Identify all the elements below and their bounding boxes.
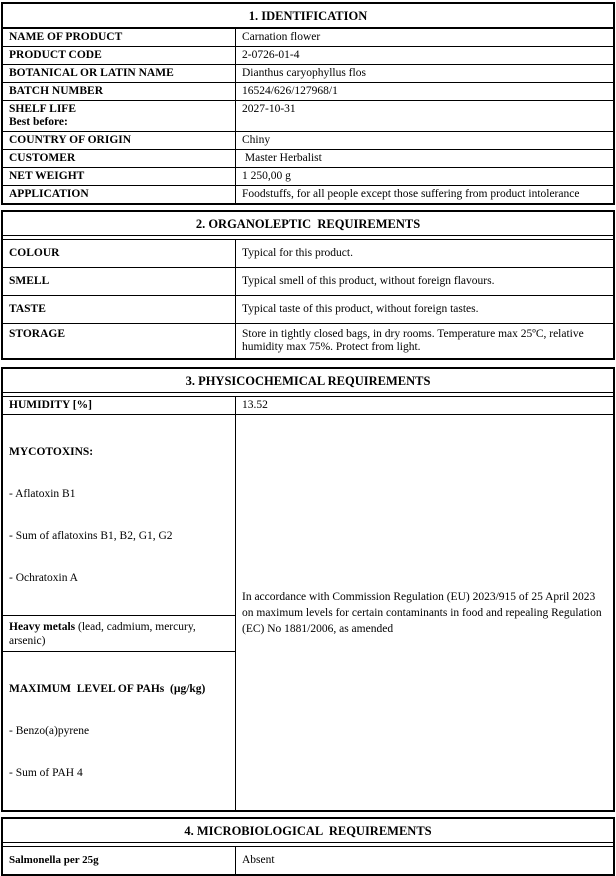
mycotoxin-item: - Sum of aflatoxins B1, B2, G1, G2 xyxy=(9,530,173,542)
mycotoxin-item: - Ochratoxin A xyxy=(9,572,78,584)
label-cell: NAME OF PRODUCT xyxy=(3,29,236,46)
table-row xyxy=(3,83,613,101)
table-row xyxy=(3,29,613,47)
value-cell: 16524/626/127968/1 xyxy=(242,85,338,97)
identification-table xyxy=(3,29,613,203)
label-cell: CUSTOMER xyxy=(3,150,236,167)
value-cell: 2-0726-01-4 xyxy=(242,49,300,61)
label-cell: TASTE xyxy=(3,296,236,323)
label-cell: COLOUR xyxy=(3,240,236,267)
label-cell: SMELL xyxy=(3,268,236,295)
microbiological-table xyxy=(3,846,613,874)
table-row xyxy=(3,168,613,186)
best-before-label: Best before: xyxy=(9,116,68,128)
pahs-cell xyxy=(3,652,235,810)
value-cell: Master Herbalist xyxy=(242,152,322,164)
label-cell: STORAGE xyxy=(3,324,236,358)
table-row xyxy=(3,296,613,324)
value-cell: Typical for this product. xyxy=(242,247,353,259)
section-microbiological xyxy=(1,817,615,876)
heavy-metals-cell xyxy=(3,616,235,652)
label-cell: NET WEIGHT xyxy=(3,168,236,185)
value-cell: Typical taste of this product, without foreign tastes. xyxy=(242,303,479,315)
value-cell: Foodstuffs, for all people except those suffering from product intolerance xyxy=(242,188,580,200)
organoleptic-table xyxy=(3,239,613,358)
shelf-life-label: SHELF LIFE xyxy=(9,103,76,115)
label-cell: BATCH NUMBER xyxy=(3,83,236,100)
value-cell: Absent xyxy=(242,854,275,866)
table-row xyxy=(3,65,613,83)
value-cell: 1 250,00 g xyxy=(242,170,291,182)
label-cell: APPLICATION xyxy=(3,186,236,203)
value-cell: Dianthus caryophyllus flos xyxy=(242,67,366,79)
table-row-shelf-life xyxy=(3,101,613,132)
table-row xyxy=(3,47,613,65)
pahs-item: - Sum of PAH 4 xyxy=(9,767,83,779)
label-cell: COUNTRY OF ORIGIN xyxy=(3,132,236,149)
heavy-metals-label: Heavy metals xyxy=(9,620,76,633)
section-title: 2. ORGANOLEPTIC REQUIREMENTS xyxy=(3,212,613,236)
section-title: 3. PHYSICOCHEMICAL REQUIREMENTS xyxy=(3,369,613,393)
pahs-item: - Benzo(a)pyrene xyxy=(9,725,90,737)
heavy-metals-detail: (lead, cadmium, mercury, arsenic) xyxy=(9,620,199,647)
section-physicochemical xyxy=(1,367,615,812)
contaminants-labels-column xyxy=(3,415,236,810)
section-identification xyxy=(1,2,615,205)
table-row-storage xyxy=(3,324,613,358)
table-row xyxy=(3,268,613,296)
label-cell: Salmonella per 25g xyxy=(3,847,236,874)
label-cell: PRODUCT CODE xyxy=(3,47,236,64)
table-row-humidity xyxy=(3,397,613,415)
section-title: 4. MICROBIOLOGICAL REQUIREMENTS xyxy=(3,819,613,843)
physicochemical-table xyxy=(3,396,613,810)
regulation-note: In accordance with Commission Regulation (EU) 2023/915 of 25 April 2023 on maximum levels for certain contaminants in food and repealing Regulation (EC) No 1881/2006, as amended xyxy=(242,590,605,635)
mycotoxins-heading: MYCOTOXINS: xyxy=(9,446,94,458)
label-cell: HUMIDITY [%] xyxy=(3,397,236,414)
value-cell: Chiny xyxy=(242,134,271,146)
regulation-note-cell xyxy=(236,415,613,810)
mycotoxins-cell xyxy=(3,415,235,616)
value-cell: Carnation flower xyxy=(242,31,321,43)
value-cell: 13.52 xyxy=(242,399,268,411)
table-row xyxy=(3,132,613,150)
value-cell: Store in tightly closed bags, in dry rooms. Temperature max 25ºC, relative humidity max 75%. Protect from light. xyxy=(242,328,587,353)
contaminants-merged-rows xyxy=(3,415,613,810)
value-cell: Typical smell of this product, without foreign flavours. xyxy=(242,275,495,287)
label-cell: BOTANICAL OR LATIN NAME xyxy=(3,65,236,82)
pahs-heading: MAXIMUM LEVEL OF PAHs (µg/kg) xyxy=(9,683,206,695)
mycotoxin-item: - Aflatoxin B1 xyxy=(9,488,76,500)
table-row xyxy=(3,186,613,203)
table-row xyxy=(3,240,613,268)
section-title: 1. IDENTIFICATION xyxy=(3,4,613,29)
value-cell: 2027-10-31 xyxy=(242,103,296,115)
section-organoleptic xyxy=(1,210,615,360)
label-cell xyxy=(3,101,236,131)
table-row-salmonella xyxy=(3,847,613,874)
table-row xyxy=(3,150,613,168)
